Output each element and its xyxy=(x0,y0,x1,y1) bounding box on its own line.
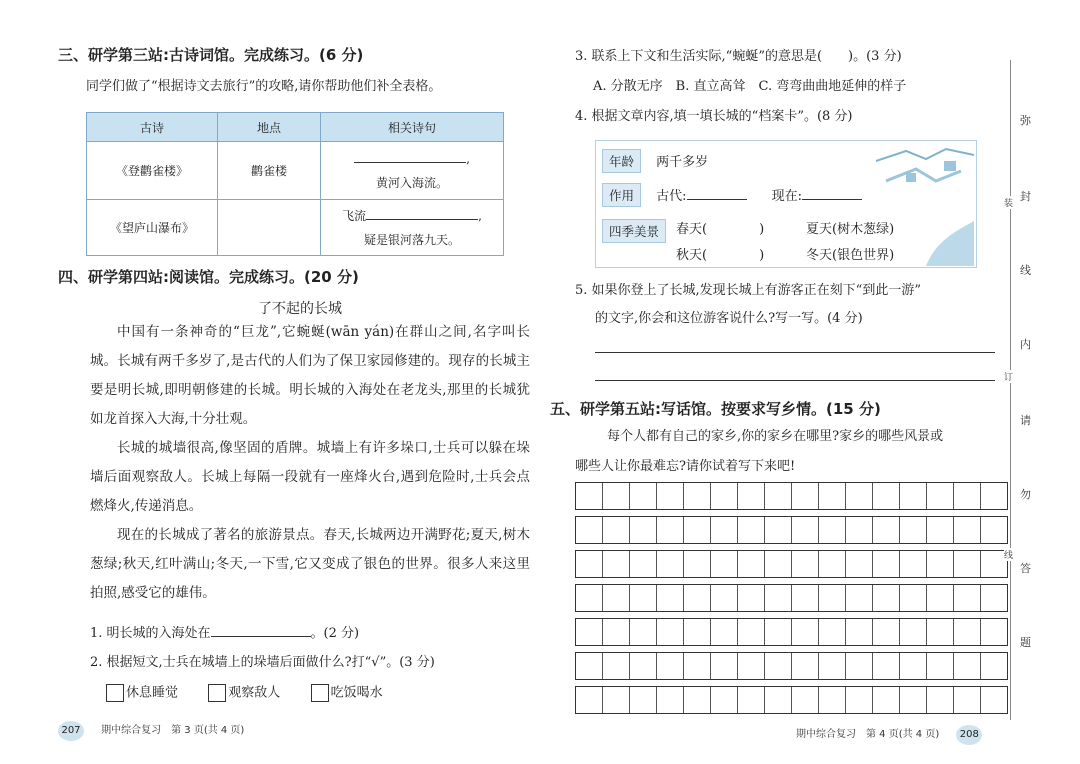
grid-cell[interactable] xyxy=(846,551,873,577)
grid-cell[interactable] xyxy=(711,551,738,577)
question-5-line2: 的文字,你会和这位游客说什么?写一写。(4 分) xyxy=(595,311,863,326)
grid-cell[interactable] xyxy=(657,619,684,645)
grid-cell[interactable] xyxy=(630,483,657,509)
checkbox[interactable] xyxy=(106,684,124,702)
season-winter: 冬天(银色世界) xyxy=(806,248,895,263)
grid-cell[interactable] xyxy=(684,653,711,679)
grid-cell[interactable] xyxy=(819,687,846,713)
grid-cell[interactable] xyxy=(954,653,981,679)
grid-cell[interactable] xyxy=(927,483,954,509)
season-summer: 夏天(树木葱绿) xyxy=(806,222,895,237)
grid-cell[interactable] xyxy=(630,619,657,645)
card-row-age xyxy=(602,149,708,173)
checkbox[interactable] xyxy=(208,684,226,702)
margin-rule xyxy=(1010,60,1011,720)
use-ancient: 古代: xyxy=(656,189,687,204)
margin-char: 请 xyxy=(1020,414,1031,427)
grid-cell[interactable] xyxy=(603,585,630,611)
grid-cell[interactable] xyxy=(792,619,819,645)
section-5-line1: 每个人都有自己的家乡,你的家乡在哪里?家乡的哪些风景或 xyxy=(607,429,944,444)
grid-cell[interactable] xyxy=(684,585,711,611)
poem-line-suffix: , xyxy=(466,151,470,166)
checkbox[interactable] xyxy=(311,684,329,702)
option-label: 吃饭喝水 xyxy=(330,685,383,701)
grid-cell[interactable] xyxy=(657,551,684,577)
grid-cell[interactable] xyxy=(684,551,711,577)
page-number: 207 xyxy=(58,721,84,741)
grid-cell[interactable] xyxy=(792,687,819,713)
grid-cell[interactable] xyxy=(954,551,981,577)
question-1 xyxy=(90,624,359,640)
grid-cell[interactable] xyxy=(630,653,657,679)
grid-cell[interactable] xyxy=(792,483,819,509)
grid-cell[interactable] xyxy=(576,517,603,543)
grid-cell[interactable] xyxy=(954,687,981,713)
poem-name: 《望庐山瀑布》 xyxy=(87,200,218,256)
grid-cell[interactable] xyxy=(927,619,954,645)
poem-line-suffix: , xyxy=(478,208,482,223)
margin-char: 答 xyxy=(1020,562,1031,575)
use-now-blank[interactable] xyxy=(802,187,862,200)
grid-cell[interactable] xyxy=(873,687,900,713)
margin-small-char: 线 xyxy=(1004,548,1013,561)
grid-cell[interactable] xyxy=(819,483,846,509)
grid-cell[interactable] xyxy=(981,585,1007,611)
grid-cell[interactable] xyxy=(576,551,603,577)
section-5-line2: 哪些人让你最难忘?请你试着写下来吧! xyxy=(575,459,796,474)
grid-cell[interactable] xyxy=(846,687,873,713)
grid-cell[interactable] xyxy=(657,687,684,713)
grid-cell[interactable] xyxy=(711,585,738,611)
margin-char: 题 xyxy=(1020,636,1031,649)
grid-cell[interactable] xyxy=(684,483,711,509)
grid-cell[interactable] xyxy=(657,653,684,679)
grid-cell[interactable] xyxy=(900,551,927,577)
grid-cell[interactable] xyxy=(684,517,711,543)
season-label: 四季美景 xyxy=(602,219,666,243)
grid-cell[interactable] xyxy=(981,653,1007,679)
margin-small-char: 订 xyxy=(1004,370,1013,383)
grid-cell[interactable] xyxy=(873,585,900,611)
grid-cell[interactable] xyxy=(927,551,954,577)
grid-cell[interactable] xyxy=(819,619,846,645)
grid-cell[interactable] xyxy=(846,653,873,679)
use-label: 作用 xyxy=(602,183,641,207)
grid-row xyxy=(575,516,1008,544)
grid-cell[interactable] xyxy=(873,551,900,577)
grid-cell[interactable] xyxy=(927,687,954,713)
question-5-line1: 5. 如果你登上了长城,发现长城上有游客正在刻下“到此一游” xyxy=(575,283,921,298)
margin-char: 封 xyxy=(1020,190,1031,203)
grid-cell[interactable] xyxy=(927,517,954,543)
grid-cell[interactable] xyxy=(765,619,792,645)
grid-cell[interactable] xyxy=(603,619,630,645)
grid-cell[interactable] xyxy=(630,517,657,543)
left-footer xyxy=(58,718,244,741)
grid-cell[interactable] xyxy=(657,483,684,509)
page-number: 208 xyxy=(956,725,982,745)
option-label: 休息睡觉 xyxy=(126,685,179,701)
grid-row xyxy=(575,550,1008,578)
section-5-title: 五、研学第五站:写话馆。按要求写乡情。(15 分) xyxy=(550,400,881,418)
grid-row xyxy=(575,618,1008,646)
grid-cell[interactable] xyxy=(900,653,927,679)
grid-cell[interactable] xyxy=(846,517,873,543)
margin-char: 线 xyxy=(1020,264,1031,277)
grid-cell[interactable] xyxy=(954,517,981,543)
grid-cell[interactable] xyxy=(873,619,900,645)
grid-cell[interactable] xyxy=(738,653,765,679)
answer-line[interactable] xyxy=(595,352,995,353)
grid-cell[interactable] xyxy=(765,687,792,713)
grid-cell[interactable] xyxy=(711,517,738,543)
grid-cell[interactable] xyxy=(738,517,765,543)
poem-line-prefix: 飞流 xyxy=(342,208,367,223)
grid-cell[interactable] xyxy=(576,585,603,611)
article-body xyxy=(90,318,530,608)
article-paragraph: 中国有一条神奇的“巨龙”,它蜿蜒(wān yán)在群山之间,名字叫长城。长城有两千多岁了,是古代的人们为了保卫家园修建的。现存的长城主要是明长城,即明朝修建的长城。明长城的入海处在老龙头,那里的长城犹如龙首探入大海,十分壮观。 xyxy=(90,324,530,427)
grid-cell[interactable] xyxy=(765,483,792,509)
grid-cell[interactable] xyxy=(927,653,954,679)
grid-cell[interactable] xyxy=(684,687,711,713)
grid-cell[interactable] xyxy=(738,619,765,645)
age-value: 两千多岁 xyxy=(656,155,709,170)
poem-name: 《登鹳雀楼》 xyxy=(87,142,218,200)
table-row xyxy=(87,142,504,200)
grid-cell[interactable] xyxy=(954,585,981,611)
grid-cell[interactable] xyxy=(738,483,765,509)
grid-cell[interactable] xyxy=(765,551,792,577)
grid-cell[interactable] xyxy=(792,517,819,543)
grid-cell[interactable] xyxy=(711,619,738,645)
grid-cell[interactable] xyxy=(846,619,873,645)
poem-place-blank[interactable] xyxy=(218,200,321,256)
grid-cell[interactable] xyxy=(954,483,981,509)
grid-cell[interactable] xyxy=(981,483,1007,509)
grid-cell[interactable] xyxy=(630,687,657,713)
use-now: 现在: xyxy=(771,189,802,204)
grid-cell[interactable] xyxy=(873,517,900,543)
margin-char: 弥 xyxy=(1020,114,1031,127)
grid-cell[interactable] xyxy=(630,551,657,577)
grid-cell[interactable] xyxy=(603,551,630,577)
section-3-title: 三、研学第三站:古诗词馆。完成练习。(6 分) xyxy=(58,46,364,64)
grid-cell[interactable] xyxy=(711,687,738,713)
section-4-title: 四、研学第四站:阅读馆。完成练习。(20 分) xyxy=(58,268,359,286)
option-label: 观察敌人 xyxy=(228,685,281,701)
season-autumn: 秋天( ) xyxy=(676,248,765,263)
grid-cell[interactable] xyxy=(873,483,900,509)
question-3-options: A. 分散无序 B. 直立高耸 C. 弯弯曲曲地延伸的样子 xyxy=(593,79,907,94)
table-header: 古诗 xyxy=(87,113,218,142)
grid-row xyxy=(575,482,1008,510)
grid-cell[interactable] xyxy=(900,483,927,509)
question-2: 2. 根据短文,士兵在城墙上的垛墙后面做什么?打“√”。(3 分) xyxy=(90,655,435,670)
card-row-seasons xyxy=(602,219,666,243)
right-footer xyxy=(796,722,982,745)
table-header: 相关诗句 xyxy=(321,113,504,142)
grid-cell[interactable] xyxy=(738,687,765,713)
grid-cell[interactable] xyxy=(603,517,630,543)
grid-cell[interactable] xyxy=(819,517,846,543)
great-wall-card xyxy=(595,140,977,268)
question-3: 3. 联系上下文和生活实际,“蜿蜒”的意思是( )。(3 分) xyxy=(575,49,902,64)
grid-cell[interactable] xyxy=(954,619,981,645)
use-ancient-blank[interactable] xyxy=(687,187,747,200)
grid-cell[interactable] xyxy=(819,585,846,611)
grid-cell[interactable] xyxy=(711,483,738,509)
grid-cell[interactable] xyxy=(927,585,954,611)
grid-cell[interactable] xyxy=(846,483,873,509)
grid-cell[interactable] xyxy=(981,517,1007,543)
grid-cell[interactable] xyxy=(792,551,819,577)
season-spring: 春天( ) xyxy=(676,222,765,237)
card-row-use xyxy=(602,183,862,207)
poem-blank[interactable] xyxy=(366,207,478,220)
table-row xyxy=(87,200,504,256)
margin-char: 内 xyxy=(1020,338,1031,351)
section-3-intro: 同学们做了“根据诗文去旅行”的攻略,请你帮助他们补全表格。 xyxy=(86,79,442,94)
grid-cell[interactable] xyxy=(792,653,819,679)
answer-line[interactable] xyxy=(595,380,995,381)
writing-grid[interactable] xyxy=(575,482,1008,720)
grid-cell[interactable] xyxy=(630,585,657,611)
grid-cell[interactable] xyxy=(576,619,603,645)
grid-cell[interactable] xyxy=(576,687,603,713)
question-1-blank[interactable] xyxy=(211,624,311,637)
grid-cell[interactable] xyxy=(846,585,873,611)
grid-cell[interactable] xyxy=(657,517,684,543)
grid-cell[interactable] xyxy=(603,653,630,679)
article-paragraph: 现在的长城成了著名的旅游景点。春天,长城两边开满野花;夏天,树木葱绿;秋天,红叶满山;冬天,一下雪,它又变成了银色的世界。很多人来这里拍照,感受它的雄伟。 xyxy=(90,527,530,601)
question-4: 4. 根据文章内容,填一填长城的“档案卡”。(8 分) xyxy=(575,109,853,124)
poem-line: 黄河入海流。 xyxy=(375,175,448,190)
grid-cell[interactable] xyxy=(981,619,1007,645)
grid-cell[interactable] xyxy=(576,483,603,509)
table-header: 地点 xyxy=(218,113,321,142)
grid-cell[interactable] xyxy=(900,619,927,645)
grid-cell[interactable] xyxy=(684,619,711,645)
grid-cell[interactable] xyxy=(603,483,630,509)
question-1-suffix: 。(2 分) xyxy=(310,626,360,641)
grid-cell[interactable] xyxy=(765,653,792,679)
poem-table xyxy=(86,112,504,256)
grid-cell[interactable] xyxy=(657,585,684,611)
grid-row xyxy=(575,652,1008,680)
question-1-prefix: 1. 明长城的入海处在 xyxy=(90,626,211,641)
grid-cell[interactable] xyxy=(900,687,927,713)
margin-small-char: 装 xyxy=(1004,196,1013,209)
grid-cell[interactable] xyxy=(819,653,846,679)
grid-cell[interactable] xyxy=(981,687,1007,713)
table-header-row xyxy=(87,113,504,142)
poem-place: 鹳雀楼 xyxy=(218,142,321,200)
grid-cell[interactable] xyxy=(765,517,792,543)
article-paragraph: 长城的城墙很高,像坚固的盾牌。城墙上有许多垛口,士兵可以躲在垛墙后面观察敌人。长城上每隔一段就有一座烽火台,遇到危险时,士兵会点燃烽火,传递消息。 xyxy=(90,440,530,514)
grid-cell[interactable] xyxy=(900,585,927,611)
grid-cell[interactable] xyxy=(576,653,603,679)
poem-line: 疑是银河落九天。 xyxy=(363,232,460,247)
grid-cell[interactable] xyxy=(900,517,927,543)
grid-cell[interactable] xyxy=(738,585,765,611)
grid-cell[interactable] xyxy=(765,585,792,611)
grid-row xyxy=(575,584,1008,612)
grid-cell[interactable] xyxy=(873,653,900,679)
grid-cell[interactable] xyxy=(819,551,846,577)
grid-cell[interactable] xyxy=(792,585,819,611)
question-2-options xyxy=(106,684,383,702)
grid-cell[interactable] xyxy=(738,551,765,577)
margin-char: 勿 xyxy=(1020,488,1031,501)
footer-text: 期中综合复习 第 3 页(共 4 页) xyxy=(101,725,245,736)
poem-blank[interactable] xyxy=(354,150,466,163)
grid-row xyxy=(575,686,1008,714)
age-label: 年龄 xyxy=(602,149,641,173)
grid-cell[interactable] xyxy=(603,687,630,713)
footer-text: 期中综合复习 第 4 页(共 4 页) xyxy=(796,729,940,740)
article-title: 了不起的长城 xyxy=(258,301,342,317)
grid-cell[interactable] xyxy=(711,653,738,679)
